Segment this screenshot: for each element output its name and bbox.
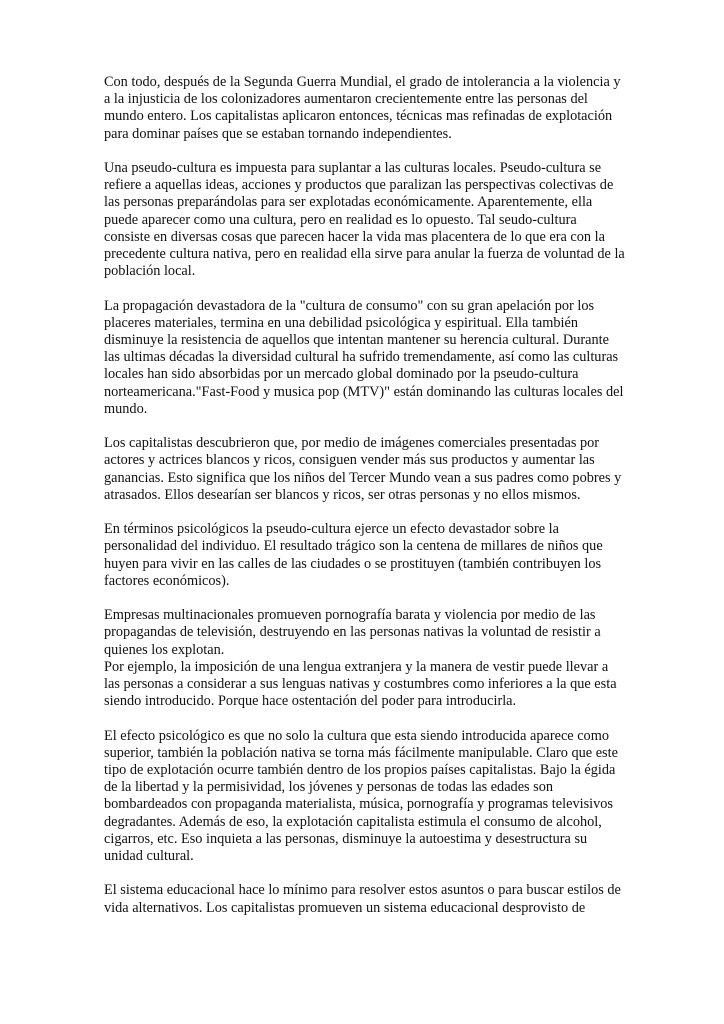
paragraph-multinationals: Empresas multinacionales promueven pornografía barata y violencia por medio de las propagandas de televisión, destruyendo en las personas nativas la voluntad de resistir a quienes los explotan. bbox=[104, 607, 601, 658]
paragraph-education-system: El sistema educacional hace lo mínimo para resolver estos asuntos o para buscar estilos de vida alternativos. Los capitalistas promueven un sistema educacional desprovisto de bbox=[104, 882, 621, 916]
paragraph-foreign-language: Por ejemplo, la imposición de una lengua extranjera y la manera de vestir puede llevar a las personas a considerar a sus lenguas nativas y costumbres como inferiores a la que esta siendo introducido. Porque hace ostentación del poder para introducirla. bbox=[104, 658, 617, 710]
paragraph-psychological-effect: En términos psicológicos la pseudo-cultura ejerce un efecto devastador sobre la personalidad del individuo. El resultado trágico son la centena de millares de niños que huyen para vivir en las calles de las ciudades o se prostituyen (también contribuyen los factores económicos). bbox=[104, 521, 603, 589]
paragraph-commercial-images: Los capitalistas descubrieron que, por medio de imágenes comerciales presentadas por actores y actrices blancos y ricos, consiguen vender más sus productos y aumentar las ganancias. Esto significa que los niños del Tercer Mundo vean a sus padres como pobres y atrasados. Ellos desearían ser blancos y ricos, ser otras personas y no ellos mismos. bbox=[104, 435, 622, 503]
paragraph-pseudo-culture: Una pseudo-cultura es impuesta para suplantar a las culturas locales. Pseudo-cultura se refiere a aquellas ideas, acciones y productos que paralizan las perspectivas colectivas de las personas preparándolas para ser explotadas económicamente. Aparentemente, ella puede aparecer como una cultura, pero en realidad es lo opuesto. Tal seudo-cultura consiste en diversas cosas que parecen hacer la vida mas placentera de lo que era con la precedente cultura nativa, pero en realidad ella sirve para anular la fuerza de voluntad de la población local. bbox=[104, 160, 625, 280]
document-body bbox=[104, 74, 626, 917]
paragraph-postwar-exploitation: Con todo, después de la Segunda Guerra Mundial, el grado de intolerancia a la violencia y a la injusticia de los colonizadores aumentaron crecientemente entre las personas del mundo entero. Los capitalistas aplicaron entonces, técnicas mas refinadas de explotación para dominar países que se estaban tornando independientes. bbox=[104, 74, 621, 142]
paragraph-manipulation: El efecto psicológico es que no solo la cultura que esta siendo introducida aparece como superior, también la población nativa se torna más fácilmente manipulable. Claro que este tipo de explotación ocurre también dentro de los propios países capitalistas. Bajo la égida de la libertad y la permisividad, los jóvenes y personas de todas las edades son bombardeados con propaganda materialista, música, pornografía y programas televisivos degradantes. Además de eso, la explotación capitalista estimula el consumo de alcohol, cigarros, etc. Eso inquieta a las personas, disminuye la autoestima y desestructura su unidad cultural. bbox=[104, 727, 618, 865]
paragraph-consumer-culture: La propagación devastadora de la "cultura de consumo" con su gran apelación por los placeres materiales, termina en una debilidad psicológica y espiritual. Ella también disminuye la resistencia de aquellos que intentan mantener su herencia cultural. Durante las ultimas décadas la diversidad cultural ha sufrido tremendamente, así como las culturas locales han sido absorbidas por un mercado global dominado por la pseudo-cultura norteamericana."Fast-Food y musica pop (MTV)" están dominando las culturas locales del mundo. bbox=[104, 297, 624, 417]
